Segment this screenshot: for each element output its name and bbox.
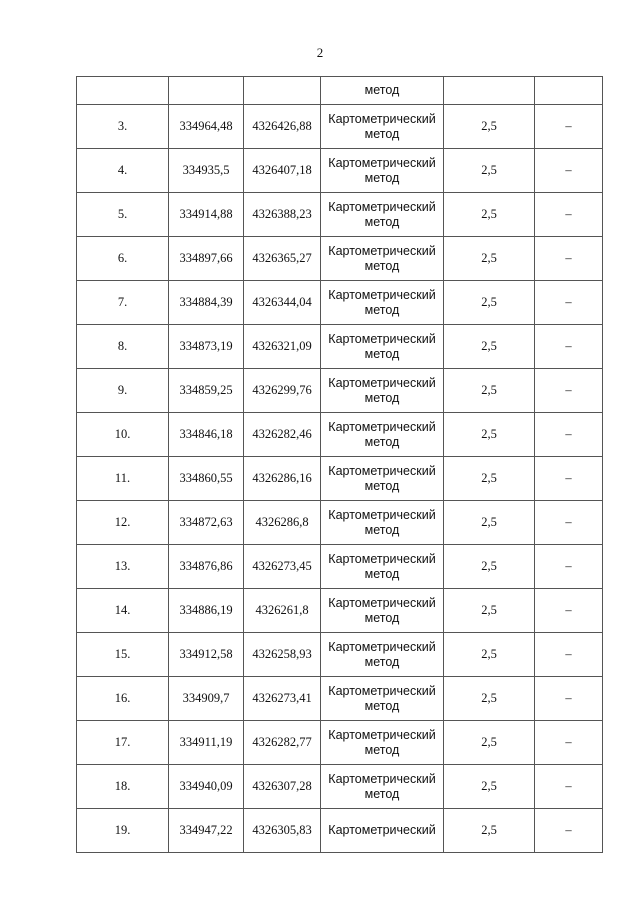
method-line: метод xyxy=(364,346,400,361)
cell-number: 11. xyxy=(77,457,169,501)
cell-number: 10. xyxy=(77,413,169,457)
table-row xyxy=(77,501,603,545)
cell-accuracy: 2,5 xyxy=(444,501,535,545)
cell-y: 4326273,45 xyxy=(244,545,321,589)
cell-x: 334884,39 xyxy=(169,281,244,325)
cell-note: – xyxy=(535,193,603,237)
cell-note: – xyxy=(535,677,603,721)
cell-note: – xyxy=(535,369,603,413)
method-line: метод xyxy=(364,742,400,757)
table-row xyxy=(77,369,603,413)
cell-method: метод xyxy=(321,77,444,105)
cell-number: 19. xyxy=(77,809,169,853)
cell-note: – xyxy=(535,721,603,765)
method-line: метод xyxy=(364,170,400,185)
table-row xyxy=(77,105,603,149)
cell-accuracy: 2,5 xyxy=(444,149,535,193)
cell-number: 9. xyxy=(77,369,169,413)
table-row xyxy=(77,589,603,633)
table-row-continuation xyxy=(77,77,603,105)
method-line: Картометрический xyxy=(328,155,436,170)
cell-accuracy: 2,5 xyxy=(444,281,535,325)
cell-number: 5. xyxy=(77,193,169,237)
method-line: метод xyxy=(364,610,400,625)
cell-accuracy: 2,5 xyxy=(444,369,535,413)
cell-number: 8. xyxy=(77,325,169,369)
method-line: метод xyxy=(364,566,400,581)
cell-x: 334846,18 xyxy=(169,413,244,457)
cell-note: – xyxy=(535,325,603,369)
method-line: Картометрический xyxy=(328,287,436,302)
cell-note: – xyxy=(535,281,603,325)
method-line: метод xyxy=(364,786,400,801)
cell-number: 4. xyxy=(77,149,169,193)
cell-accuracy: 2,5 xyxy=(444,809,535,853)
cell-note: – xyxy=(535,237,603,281)
table-row xyxy=(77,193,603,237)
cell-y: 4326282,77 xyxy=(244,721,321,765)
cell-accuracy: 2,5 xyxy=(444,545,535,589)
table-row xyxy=(77,413,603,457)
cell-x: 334872,63 xyxy=(169,501,244,545)
cell-x: 334947,22 xyxy=(169,809,244,853)
cell-number: 7. xyxy=(77,281,169,325)
method-line: метод xyxy=(364,522,400,537)
cell-accuracy: 2,5 xyxy=(444,325,535,369)
cell-accuracy xyxy=(444,77,535,105)
cell-method xyxy=(321,149,444,193)
cell-x: 334859,25 xyxy=(169,369,244,413)
cell-method xyxy=(321,193,444,237)
cell-x xyxy=(169,77,244,105)
method-line: Картометрический xyxy=(328,639,436,654)
cell-accuracy: 2,5 xyxy=(444,457,535,501)
method-line: Картометрический xyxy=(328,111,436,126)
cell-method xyxy=(321,589,444,633)
cell-y: 4326321,09 xyxy=(244,325,321,369)
cell-y: 4326344,04 xyxy=(244,281,321,325)
cell-y: 4326305,83 xyxy=(244,809,321,853)
table-row xyxy=(77,457,603,501)
cell-accuracy: 2,5 xyxy=(444,677,535,721)
cell-y: 4326307,28 xyxy=(244,765,321,809)
cell-method xyxy=(321,457,444,501)
table-row xyxy=(77,633,603,677)
coordinates-table-body xyxy=(77,77,603,853)
method-line: Картометрический xyxy=(328,463,436,478)
cell-x: 334914,88 xyxy=(169,193,244,237)
cell-x: 334964,48 xyxy=(169,105,244,149)
method-line: Картометрический xyxy=(328,727,436,742)
cell-note: – xyxy=(535,633,603,677)
page-number: 2 xyxy=(316,45,324,60)
method-line: Картометрический xyxy=(328,771,436,786)
cell-y: 4326365,27 xyxy=(244,237,321,281)
method-line: Картометрический xyxy=(328,683,436,698)
cell-accuracy: 2,5 xyxy=(444,633,535,677)
cell-number: 13. xyxy=(77,545,169,589)
cell-accuracy: 2,5 xyxy=(444,589,535,633)
method-line: Картометрический xyxy=(328,199,436,214)
cell-number: 16. xyxy=(77,677,169,721)
cell-y: 4326273,41 xyxy=(244,677,321,721)
cell-note: – xyxy=(535,545,603,589)
method-line: метод xyxy=(364,258,400,273)
cell-y: 4326286,8 xyxy=(244,501,321,545)
cell-y: 4326258,93 xyxy=(244,633,321,677)
table-row xyxy=(77,809,603,853)
cell-note: – xyxy=(535,105,603,149)
cell-method xyxy=(321,369,444,413)
table-row xyxy=(77,237,603,281)
cell-method xyxy=(321,765,444,809)
method-line: Картометрический xyxy=(328,419,436,434)
method-line: Картометрический xyxy=(328,507,436,522)
method-line: метод xyxy=(364,434,400,449)
cell-method xyxy=(321,413,444,457)
table-row xyxy=(77,149,603,193)
table-row xyxy=(77,325,603,369)
cell-number: 15. xyxy=(77,633,169,677)
method-line: Картометрический xyxy=(328,595,436,610)
table-row xyxy=(77,721,603,765)
cell-x: 334911,19 xyxy=(169,721,244,765)
cell-method xyxy=(321,677,444,721)
cell-accuracy: 2,5 xyxy=(444,413,535,457)
coordinates-table xyxy=(76,76,603,853)
method-line: метод xyxy=(364,126,400,141)
cell-x: 334935,5 xyxy=(169,149,244,193)
cell-number: 18. xyxy=(77,765,169,809)
cell-x: 334876,86 xyxy=(169,545,244,589)
cell-y: 4326286,16 xyxy=(244,457,321,501)
cell-note: – xyxy=(535,457,603,501)
cell-note: – xyxy=(535,501,603,545)
cell-x: 334873,19 xyxy=(169,325,244,369)
cell-note xyxy=(535,77,603,105)
cell-x: 334860,55 xyxy=(169,457,244,501)
cell-number: 6. xyxy=(77,237,169,281)
cell-x: 334897,66 xyxy=(169,237,244,281)
cell-y: 4326426,88 xyxy=(244,105,321,149)
cell-method xyxy=(321,545,444,589)
cell-note: – xyxy=(535,589,603,633)
cell-note: – xyxy=(535,413,603,457)
method-line: Картометрический xyxy=(328,243,436,258)
cell-y: 4326407,18 xyxy=(244,149,321,193)
cell-number: 12. xyxy=(77,501,169,545)
cell-x: 334940,09 xyxy=(169,765,244,809)
cell-x: 334909,7 xyxy=(169,677,244,721)
cell-method xyxy=(321,105,444,149)
cell-y: 4326299,76 xyxy=(244,369,321,413)
cell-x: 334886,19 xyxy=(169,589,244,633)
method-line: метод xyxy=(364,302,400,317)
cell-number: 17. xyxy=(77,721,169,765)
method-line: метод xyxy=(364,478,400,493)
method-line: метод xyxy=(364,390,400,405)
cell-note: – xyxy=(535,809,603,853)
cell-number: 3. xyxy=(77,105,169,149)
cell-note: – xyxy=(535,149,603,193)
cell-accuracy: 2,5 xyxy=(444,105,535,149)
table-row xyxy=(77,545,603,589)
cell-accuracy: 2,5 xyxy=(444,765,535,809)
cell-method xyxy=(321,325,444,369)
cell-accuracy: 2,5 xyxy=(444,721,535,765)
table-row xyxy=(77,281,603,325)
cell-x: 334912,58 xyxy=(169,633,244,677)
method-line: метод xyxy=(364,214,400,229)
cell-y: 4326388,23 xyxy=(244,193,321,237)
method-line: метод xyxy=(364,654,400,669)
method-line: метод xyxy=(364,698,400,713)
cell-method xyxy=(321,501,444,545)
method-line: Картометрический xyxy=(328,331,436,346)
method-line: Картометрический xyxy=(328,375,436,390)
cell-accuracy: 2,5 xyxy=(444,237,535,281)
cell-method xyxy=(321,633,444,677)
cell-note: – xyxy=(535,765,603,809)
cell-y: 4326282,46 xyxy=(244,413,321,457)
cell-method xyxy=(321,721,444,765)
method-line: Картометрический xyxy=(328,551,436,566)
cell-method xyxy=(321,809,444,853)
cell-accuracy: 2,5 xyxy=(444,193,535,237)
cell-method xyxy=(321,237,444,281)
cell-number: 14. xyxy=(77,589,169,633)
table-row xyxy=(77,677,603,721)
table-row xyxy=(77,765,603,809)
cell-y xyxy=(244,77,321,105)
cell-y: 4326261,8 xyxy=(244,589,321,633)
cell-method xyxy=(321,281,444,325)
cell-number xyxy=(77,77,169,105)
method-line: Картометрический xyxy=(328,823,436,837)
